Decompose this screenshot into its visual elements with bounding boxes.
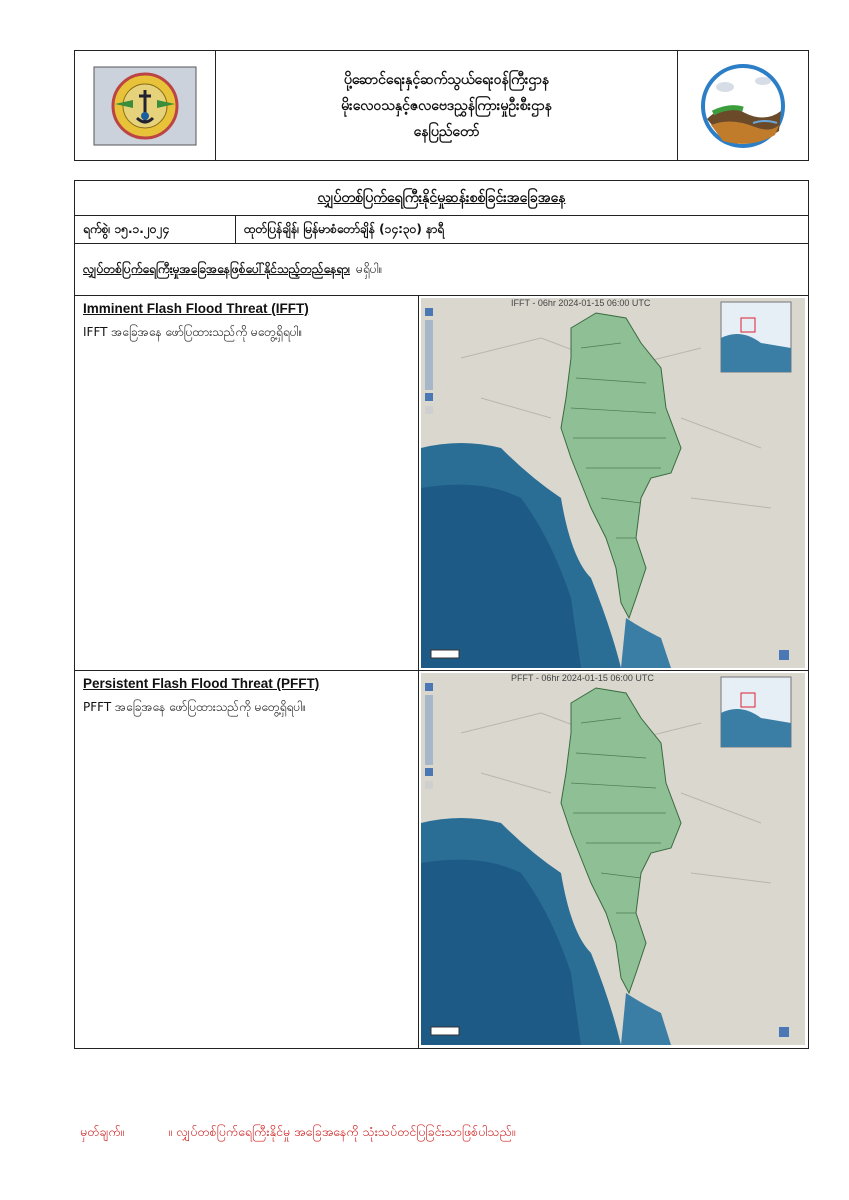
- pfft-description: PFFT အခြေအနေ ဖော်ပြထားသည်ကို မတွေ့ရှိရပါ။: [83, 700, 306, 714]
- flood-location-label: လျှပ်တစ်ပြက်ရေကြီးမှုအခြေအနေဖြစ်ပေါ်နိုင်သည့်တည်နေရာ၊: [83, 261, 351, 276]
- water-cycle-logo: [677, 51, 808, 160]
- department-name: မိုးလေဝသနှင့်ဇလဗေဒညွှန်ကြားမှုဦးစီးဌာန: [341, 97, 552, 114]
- department-title: [216, 51, 677, 160]
- report-title-row: [75, 181, 808, 216]
- ifft-description: IFFT အခြေအနေ ဖော်ပြထားသည်ကို မတွေ့ရှိရပါ။: [83, 325, 303, 339]
- issue-time: ထုတ်ပြန်ချိန်၊ မြန်မာစံတော်ချိန် (၁၄:၃၀) နာရီ: [244, 221, 445, 236]
- report-table: [74, 180, 809, 1049]
- pfft-heading: Persistent Flash Flood Threat (PFFT): [83, 676, 320, 691]
- report-date: ရက်စွဲ၊ ၁၅.၁.၂၀၂၄: [75, 216, 236, 243]
- flood-location-row: [75, 244, 808, 296]
- ifft-map-title: IFFT - 06hr 2024-01-15 06:00 UTC: [511, 298, 651, 308]
- ifft-map-svg[interactable]: [421, 298, 805, 668]
- ifft-section: [75, 296, 808, 671]
- pfft-section: [75, 671, 808, 1048]
- footer-note-label: မှတ်ချက်။: [80, 1124, 125, 1139]
- ministry-name: ပို့ဆောင်ရေးနှင့်ဆက်သွယ်ရေးဝန်ကြီးဌာန: [343, 71, 550, 88]
- pfft-map-svg[interactable]: [421, 673, 805, 1045]
- report-title: လျှပ်တစ်ပြက်ရေကြီးနိုင်မှုဆန်းစစ်ခြင်းအခြေအနေ: [317, 189, 566, 206]
- pfft-map-title: PFFT - 06hr 2024-01-15 06:00 UTC: [511, 673, 654, 683]
- ifft-map[interactable]: [419, 296, 808, 670]
- date-row: [75, 216, 808, 244]
- footer-note: [80, 1124, 515, 1143]
- ministry-emblem: [75, 51, 216, 160]
- pfft-text-cell: [75, 671, 419, 1048]
- ifft-text-cell: [75, 296, 419, 670]
- ifft-heading: Imminent Flash Flood Threat (IFFT): [83, 301, 309, 316]
- footer-note-text: ။ လျှပ်တစ်ပြက်ရေကြီးနိုင်မှု အခြေအနေကို သုံးသပ်တင်ပြခြင်းသာဖြစ်ပါသည်။: [168, 1124, 516, 1139]
- city-name: နေပြည်တော်: [413, 123, 480, 140]
- pfft-map[interactable]: [419, 671, 808, 1048]
- letterhead: [74, 50, 809, 161]
- flood-location-value: မရှိပါ။: [356, 261, 383, 276]
